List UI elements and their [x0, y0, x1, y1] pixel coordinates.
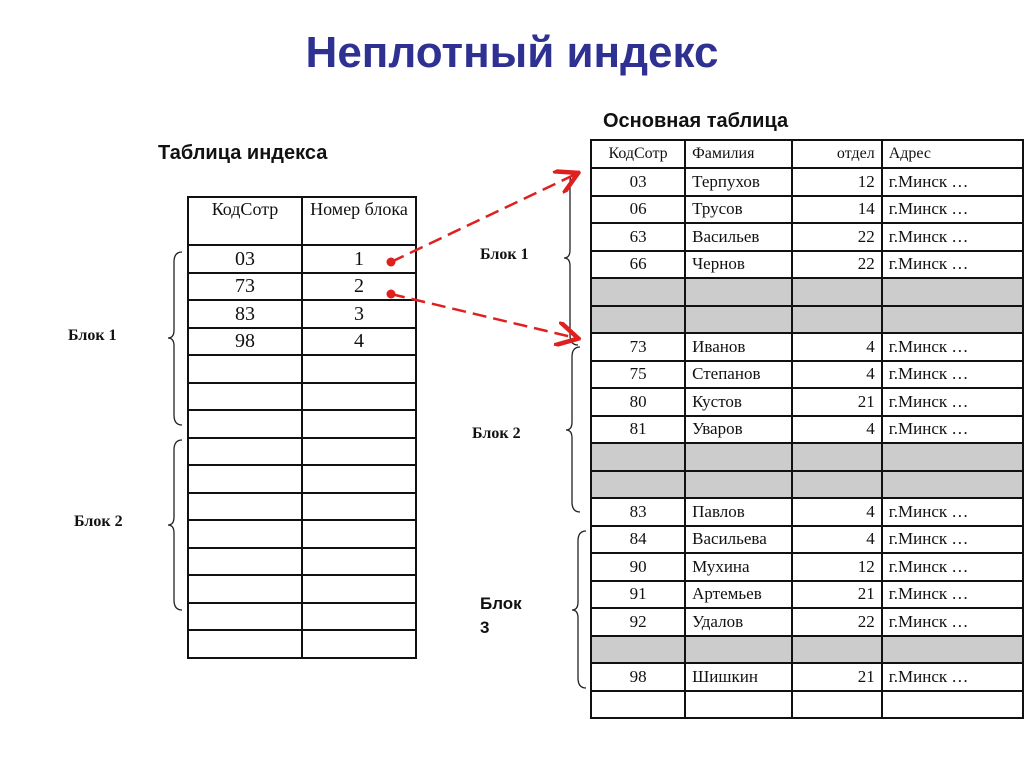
main-cell: Кустов — [685, 388, 792, 416]
main-cell: г.Минск … — [882, 553, 1023, 581]
main-cell: 21 — [792, 663, 882, 691]
main-table-caption: Основная таблица — [603, 110, 789, 132]
main-cell: 84 — [591, 526, 685, 554]
index-cell: 4 — [302, 328, 416, 356]
index-block-1-label: Блок 1 — [68, 327, 117, 344]
main-cell: 92 — [591, 608, 685, 636]
main-cell: Степанов — [685, 361, 792, 389]
main-header-cell: Адрес — [882, 140, 1023, 168]
main-cell: 12 — [792, 553, 882, 581]
index-cell: 98 — [188, 328, 302, 356]
index-cell: 03 — [188, 245, 302, 273]
main-cell: г.Минск … — [882, 251, 1023, 279]
index-cell: 3 — [302, 300, 416, 328]
main-cell: 22 — [792, 223, 882, 251]
index-cell: 2 — [302, 273, 416, 301]
main-cell: г.Минск … — [882, 333, 1023, 361]
main-cell: Артемьев — [685, 581, 792, 609]
main-cell: 21 — [792, 388, 882, 416]
main-cell: Удалов — [685, 608, 792, 636]
main-cell: г.Минск … — [882, 608, 1023, 636]
main-block-1-label: Блок 1 — [480, 246, 529, 263]
main-cell: г.Минск … — [882, 361, 1023, 389]
main-cell: 98 — [591, 663, 685, 691]
main-cell: 06 — [591, 196, 685, 224]
main-cell: 75 — [591, 361, 685, 389]
main-cell: Терпухов — [685, 168, 792, 196]
main-cell: 4 — [792, 498, 882, 526]
main-cell: 22 — [792, 251, 882, 279]
main-cell: 21 — [792, 581, 882, 609]
main-header-cell: Фамилия — [685, 140, 792, 168]
main-cell: 80 — [591, 388, 685, 416]
main-cell: 90 — [591, 553, 685, 581]
main-cell: г.Минск … — [882, 168, 1023, 196]
main-cell: г.Минск … — [882, 223, 1023, 251]
main-cell: г.Минск … — [882, 663, 1023, 691]
main-block-3-brace — [572, 531, 586, 688]
main-cell: 4 — [792, 361, 882, 389]
index-block-1-brace — [168, 252, 182, 425]
main-cell: Уваров — [685, 416, 792, 444]
main-cell: 14 — [792, 196, 882, 224]
main-cell: г.Минск … — [882, 196, 1023, 224]
main-cell: 4 — [792, 526, 882, 554]
pointer-dot-1 — [387, 258, 396, 267]
main-header-cell: КодСотр — [591, 140, 685, 168]
slide-title: Неплотный индекс — [305, 28, 719, 77]
arrow-block-1 — [391, 174, 576, 262]
main-block-2-label: Блок 2 — [472, 425, 521, 442]
main-cell: 81 — [591, 416, 685, 444]
index-header-cell: КодСотр — [188, 197, 302, 245]
main-cell: Васильев — [685, 223, 792, 251]
main-cell: 63 — [591, 223, 685, 251]
main-cell: Шишкин — [685, 663, 792, 691]
main-cell: г.Минск … — [882, 498, 1023, 526]
main-header-cell: отдел — [792, 140, 882, 168]
main-cell: 91 — [591, 581, 685, 609]
main-cell: Мухина — [685, 553, 792, 581]
index-block-2-brace — [168, 440, 182, 610]
pointer-dot-2 — [387, 290, 396, 299]
index-block-2-label: Блок 2 — [74, 513, 123, 530]
main-cell: Чернов — [685, 251, 792, 279]
main-cell: Трусов — [685, 196, 792, 224]
main-cell: г.Минск … — [882, 581, 1023, 609]
main-cell: г.Минск … — [882, 388, 1023, 416]
index-table-caption: Таблица индекса — [158, 142, 328, 164]
main-cell: Иванов — [685, 333, 792, 361]
main-block-2-brace — [566, 347, 580, 512]
main-cell: 83 — [591, 498, 685, 526]
main-cell: г.Минск … — [882, 416, 1023, 444]
arrow-block-2 — [391, 294, 576, 338]
main-cell: 4 — [792, 333, 882, 361]
main-cell: 12 — [792, 168, 882, 196]
main-cell: 66 — [591, 251, 685, 279]
main-block-1-brace — [564, 172, 578, 345]
main-cell: 03 — [591, 168, 685, 196]
main-cell: 4 — [792, 416, 882, 444]
main-cell: Васильева — [685, 526, 792, 554]
index-cell: 1 — [302, 245, 416, 273]
index-cell: 83 — [188, 300, 302, 328]
main-block-3-label: Блок 3 — [480, 594, 522, 637]
index-header-cell: Номер блока — [302, 197, 416, 245]
main-cell: 22 — [792, 608, 882, 636]
main-cell: Павлов — [685, 498, 792, 526]
main-cell: г.Минск … — [882, 526, 1023, 554]
main-cell: 73 — [591, 333, 685, 361]
index-cell: 73 — [188, 273, 302, 301]
